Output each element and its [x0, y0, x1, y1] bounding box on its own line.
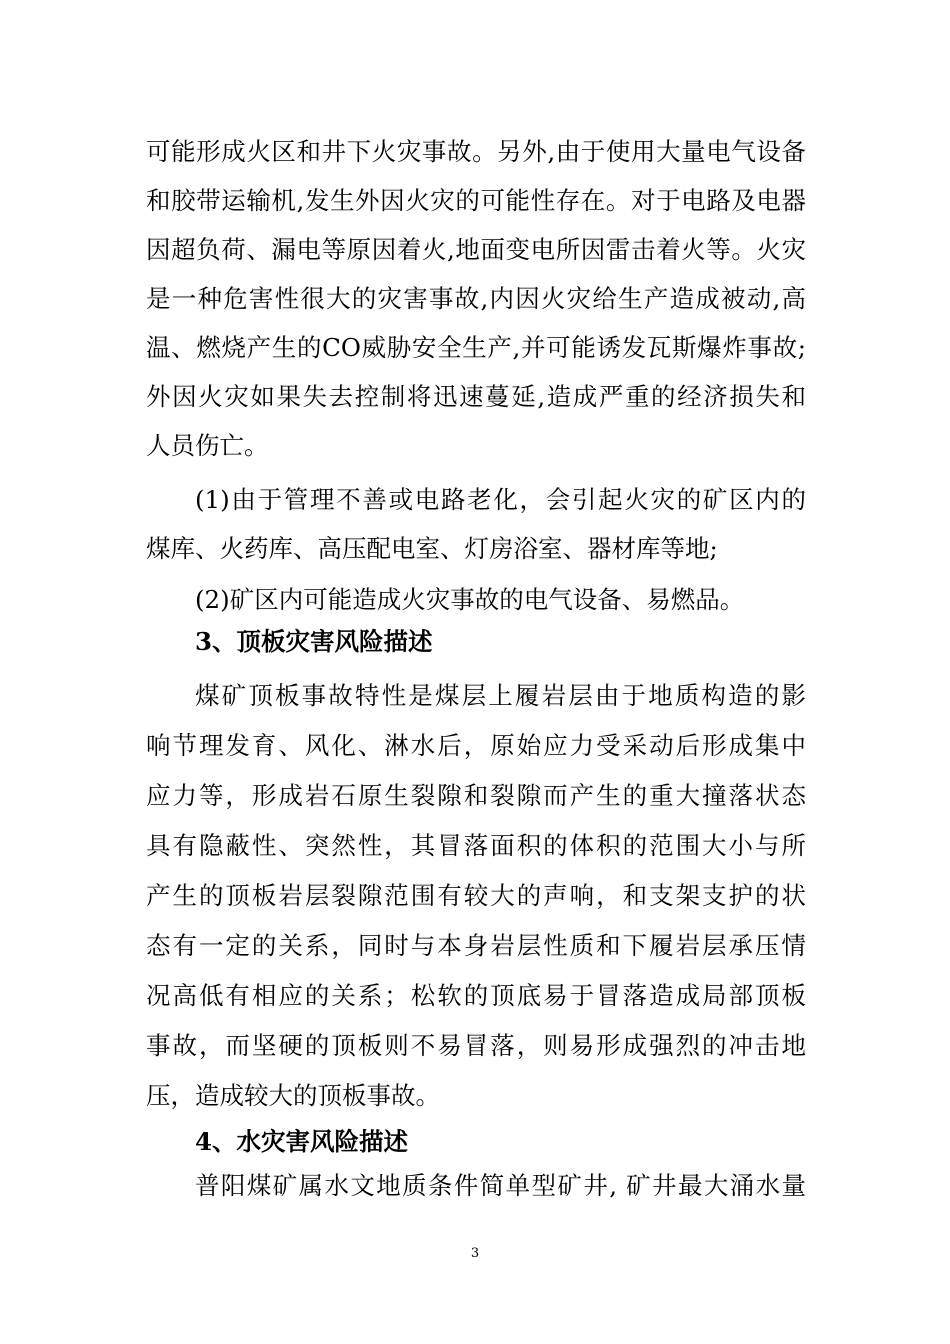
- text-line: 态有一定的关系，同时与本身岩层性质和下履岩层承压情: [146, 931, 806, 960]
- text-line: 人员伤亡。: [146, 431, 269, 460]
- text-line: 可能形成火区和井下火灾事故。另外,由于使用大量电气设备: [146, 137, 806, 166]
- text-line: 响节理发育、风化、淋水后，原始应力受采动后形成集中: [146, 731, 806, 760]
- text-line: 和胶带运输机,发生外因火灾的可能性存在。对于电路及电器: [146, 186, 806, 215]
- text-line: 应力等，形成岩石原生裂隙和裂隙而产生的重大撞落状态: [146, 781, 806, 810]
- text-line: 因超负荷、漏电等原因着火,地面变电所因雷击着火等。火灾: [146, 235, 806, 264]
- text-line: 外因火灾如果失去控制将迅速蔓延,造成严重的经济损失和: [146, 382, 806, 411]
- text-line: 煤矿顶板事故特性是煤层上履岩层由于地质构造的影: [195, 681, 806, 710]
- text-line: 产生的顶板岩层裂隙范围有较大的声响，和支架支护的状: [146, 881, 806, 910]
- text-line: (1)由于管理不善或电路老化，会引起火灾的矿区内的: [195, 485, 806, 514]
- section-heading: 3、顶板灾害风险描述: [195, 627, 433, 656]
- text-line: 普阳煤矿属水文地质条件简单型矿井, 矿井最大涌水量: [195, 1171, 806, 1200]
- text-line: 是一种危害性很大的灾害事故,内因火灾给生产造成被动,高: [146, 284, 806, 313]
- text-line: 煤库、火药库、高压配电室、灯房浴室、器材库等地;: [146, 534, 718, 563]
- text-line: 事故，而坚硬的顶板则不易冒落，则易形成强烈的冲击地: [146, 1031, 806, 1060]
- text-line: 具有隐蔽性、突然性，其冒落面积的体积的范围大小与所: [146, 831, 806, 860]
- text-line: 压，造成较大的顶板事故。: [146, 1081, 440, 1110]
- text-line: 况高低有相应的关系；松软的顶底易于冒落造成局部顶板: [146, 981, 806, 1010]
- page-number: 3: [470, 1246, 480, 1261]
- text-line: 温、燃烧产生的CO威胁安全生产,并可能诱发瓦斯爆炸事故;: [146, 333, 806, 362]
- text-line: (2)矿区内可能造成火灾事故的电气设备、易燃品。: [195, 585, 745, 614]
- section-heading: 4、水灾害风险描述: [195, 1127, 409, 1156]
